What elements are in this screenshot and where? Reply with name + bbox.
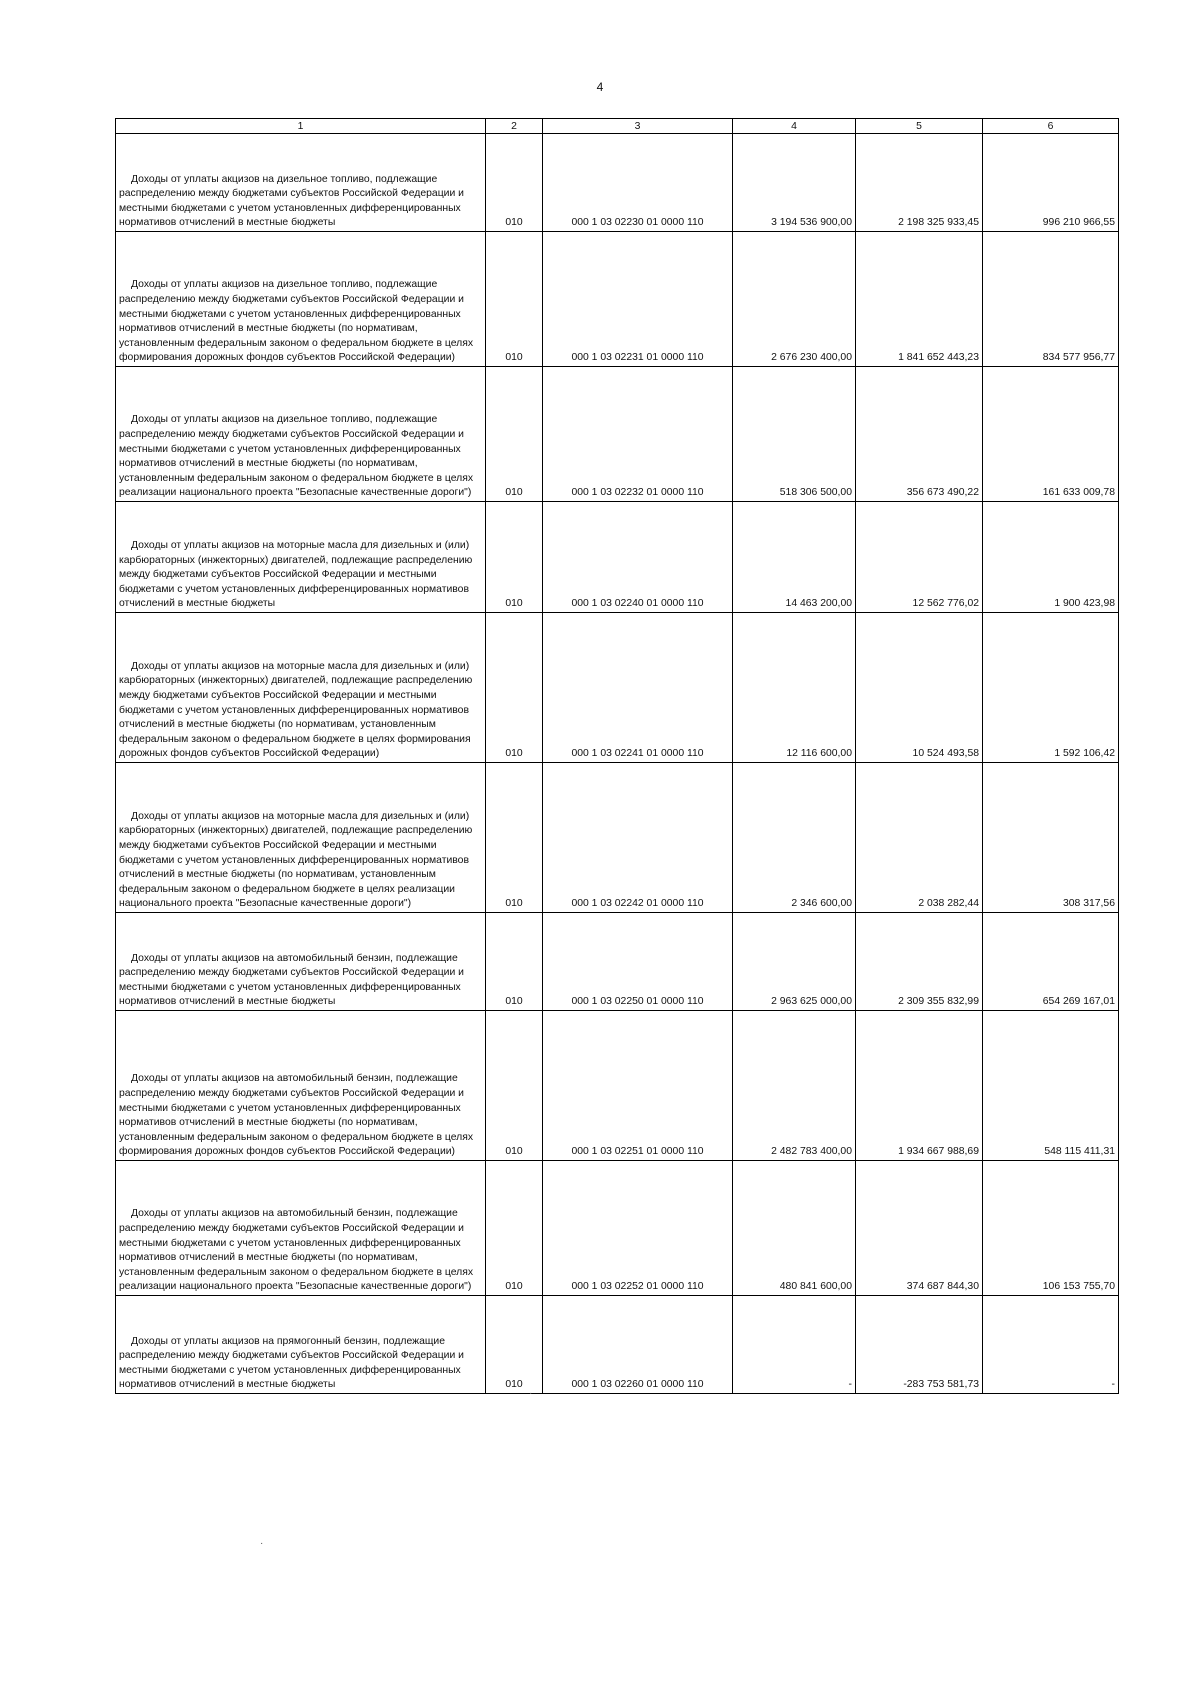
row-line-code: 010 xyxy=(486,134,543,232)
row-line-code: 010 xyxy=(486,502,543,613)
row-budget-code: 000 1 03 02232 01 0000 110 xyxy=(543,367,733,502)
row-name: Доходы от уплаты акцизов на моторные масла для дизельных и (или) карбюраторных (инжекторных) двигателей, подлежащие распределению между бюджетами субъектов Российской Федерации и местными бюджетами с учетом установленных дифференцированных нормативов отчислений в местные бюджеты (по нормативам, установленным федеральным законом о федеральном бюджете в целях формирования дорожных фондов субъектов Российской Федерации) xyxy=(116,613,486,763)
row-name: Доходы от уплаты акцизов на дизельное топливо, подлежащие распределению между бюджетами субъектов Российской Федерации и местными бюджетами с учетом установленных дифференцированных нормативов отчислений в местные бюджеты (по нормативам, установленным федеральным законом о федеральном бюджете в целях формирования дорожных фондов субъектов Российской Федерации) xyxy=(116,232,486,367)
table-body xyxy=(116,134,1119,1394)
row-approved-amount: 518 306 500,00 xyxy=(733,367,856,502)
row-name: Доходы от уплаты акцизов на дизельное топливо, подлежащие распределению между бюджетами субъектов Российской Федерации и местными бюджетами с учетом установленных дифференцированных нормативов отчислений в местные бюджеты xyxy=(116,134,486,232)
row-approved-amount: 12 116 600,00 xyxy=(733,613,856,763)
table-header xyxy=(116,119,1119,134)
column-number-row xyxy=(116,119,1119,134)
table-row xyxy=(116,1161,1119,1296)
scan-artifact: · xyxy=(529,1388,533,1399)
row-line-code: 010 xyxy=(486,613,543,763)
revenue-table xyxy=(115,118,1119,1394)
row-unexecuted-amount: 106 153 755,70 xyxy=(983,1161,1119,1296)
row-executed-amount: 10 524 493,58 xyxy=(856,613,983,763)
row-unexecuted-amount: 548 115 411,31 xyxy=(983,1011,1119,1161)
row-unexecuted-amount: 1 592 106,42 xyxy=(983,613,1119,763)
row-approved-amount: 480 841 600,00 xyxy=(733,1161,856,1296)
row-budget-code: 000 1 03 02250 01 0000 110 xyxy=(543,913,733,1011)
column-header-4: 4 xyxy=(733,119,856,134)
row-approved-amount: 3 194 536 900,00 xyxy=(733,134,856,232)
row-name: Доходы от уплаты акцизов на дизельное топливо, подлежащие распределению между бюджетами субъектов Российской Федерации и местными бюджетами с учетом установленных дифференцированных нормативов отчислений в местные бюджеты (по нормативам, установленным федеральным законом о федеральном бюджете в целях реализации национального проекта "Безопасные качественные дороги") xyxy=(116,367,486,502)
row-approved-amount: 2 346 600,00 xyxy=(733,763,856,913)
row-budget-code: 000 1 03 02241 01 0000 110 xyxy=(543,613,733,763)
row-executed-amount: 374 687 844,30 xyxy=(856,1161,983,1296)
row-budget-code: 000 1 03 02242 01 0000 110 xyxy=(543,763,733,913)
row-line-code: 010 xyxy=(486,367,543,502)
row-budget-code: 000 1 03 02230 01 0000 110 xyxy=(543,134,733,232)
row-unexecuted-amount: 654 269 167,01 xyxy=(983,913,1119,1011)
row-name: Доходы от уплаты акцизов на прямогонный бензин, подлежащие распределению между бюджетами субъектов Российской Федерации и местными бюджетами с учетом установленных дифференцированных нормативов отчислений в местные бюджеты xyxy=(116,1296,486,1394)
table-row xyxy=(116,232,1119,367)
row-budget-code: 000 1 03 02260 01 0000 110 xyxy=(543,1296,733,1394)
row-executed-amount: 356 673 490,22 xyxy=(856,367,983,502)
row-executed-amount: 2 309 355 832,99 xyxy=(856,913,983,1011)
table-row xyxy=(116,763,1119,913)
column-header-6: 6 xyxy=(983,119,1119,134)
row-executed-amount: 12 562 776,02 xyxy=(856,502,983,613)
column-header-3: 3 xyxy=(543,119,733,134)
column-header-1: 1 xyxy=(116,119,486,134)
row-budget-code: 000 1 03 02251 01 0000 110 xyxy=(543,1011,733,1161)
table-row xyxy=(116,613,1119,763)
row-budget-code: 000 1 03 02240 01 0000 110 xyxy=(543,502,733,613)
row-executed-amount: 2 038 282,44 xyxy=(856,763,983,913)
row-unexecuted-amount: 996 210 966,55 xyxy=(983,134,1119,232)
row-budget-code: 000 1 03 02231 01 0000 110 xyxy=(543,232,733,367)
column-header-2: 2 xyxy=(486,119,543,134)
row-unexecuted-amount: 834 577 956,77 xyxy=(983,232,1119,367)
row-name: Доходы от уплаты акцизов на моторные масла для дизельных и (или) карбюраторных (инжекторных) двигателей, подлежащие распределению между бюджетами субъектов Российской Федерации и местными бюджетами с учетом установленных дифференцированных нормативов отчислений в местные бюджеты xyxy=(116,502,486,613)
row-line-code: 010 xyxy=(486,1011,543,1161)
row-approved-amount: 14 463 200,00 xyxy=(733,502,856,613)
row-line-code: 010 xyxy=(486,1161,543,1296)
table-row xyxy=(116,367,1119,502)
row-approved-amount: 2 482 783 400,00 xyxy=(733,1011,856,1161)
row-approved-amount: - xyxy=(733,1296,856,1394)
row-executed-amount: 2 198 325 933,45 xyxy=(856,134,983,232)
table-row xyxy=(116,502,1119,613)
row-executed-amount: 1 841 652 443,23 xyxy=(856,232,983,367)
row-unexecuted-amount: 308 317,56 xyxy=(983,763,1119,913)
row-line-code: 010 xyxy=(486,763,543,913)
row-name: Доходы от уплаты акцизов на моторные масла для дизельных и (или) карбюраторных (инжекторных) двигателей, подлежащие распределению между бюджетами субъектов Российской Федерации и местными бюджетами с учетом установленных дифференцированных нормативов отчислений в местные бюджеты (по нормативам, установленным федеральным законом о федеральном бюджете в целях реализации национального проекта "Безопасные качественные дороги") xyxy=(116,763,486,913)
row-unexecuted-amount: 1 900 423,98 xyxy=(983,502,1119,613)
row-executed-amount: 1 934 667 988,69 xyxy=(856,1011,983,1161)
row-executed-amount: -283 753 581,73 xyxy=(856,1296,983,1394)
table-row xyxy=(116,1011,1119,1161)
scan-artifact: · xyxy=(260,1538,264,1549)
page-number: 4 xyxy=(596,80,604,94)
row-unexecuted-amount: - xyxy=(983,1296,1119,1394)
row-name: Доходы от уплаты акцизов на автомобильный бензин, подлежащие распределению между бюджетами субъектов Российской Федерации и местными бюджетами с учетом установленных дифференцированных нормативов отчислений в местные бюджеты xyxy=(116,913,486,1011)
row-approved-amount: 2 676 230 400,00 xyxy=(733,232,856,367)
column-header-5: 5 xyxy=(856,119,983,134)
row-name: Доходы от уплаты акцизов на автомобильный бензин, подлежащие распределению между бюджетами субъектов Российской Федерации и местными бюджетами с учетом установленных дифференцированных нормативов отчислений в местные бюджеты (по нормативам, установленным федеральным законом о федеральном бюджете в целях формирования дорожных фондов субъектов Российской Федерации) xyxy=(116,1011,486,1161)
row-line-code: 010 xyxy=(486,232,543,367)
table-row xyxy=(116,134,1119,232)
table-row xyxy=(116,1296,1119,1394)
row-line-code: 010 xyxy=(486,913,543,1011)
row-approved-amount: 2 963 625 000,00 xyxy=(733,913,856,1011)
row-line-code: 010 xyxy=(486,1296,543,1394)
table-row xyxy=(116,913,1119,1011)
row-name: Доходы от уплаты акцизов на автомобильный бензин, подлежащие распределению между бюджетами субъектов Российской Федерации и местными бюджетами с учетом установленных дифференцированных нормативов отчислений в местные бюджеты (по нормативам, установленным федеральным законом о федеральном бюджете в целях реализации национального проекта "Безопасные качественные дороги") xyxy=(116,1161,486,1296)
row-budget-code: 000 1 03 02252 01 0000 110 xyxy=(543,1161,733,1296)
row-unexecuted-amount: 161 633 009,78 xyxy=(983,367,1119,502)
